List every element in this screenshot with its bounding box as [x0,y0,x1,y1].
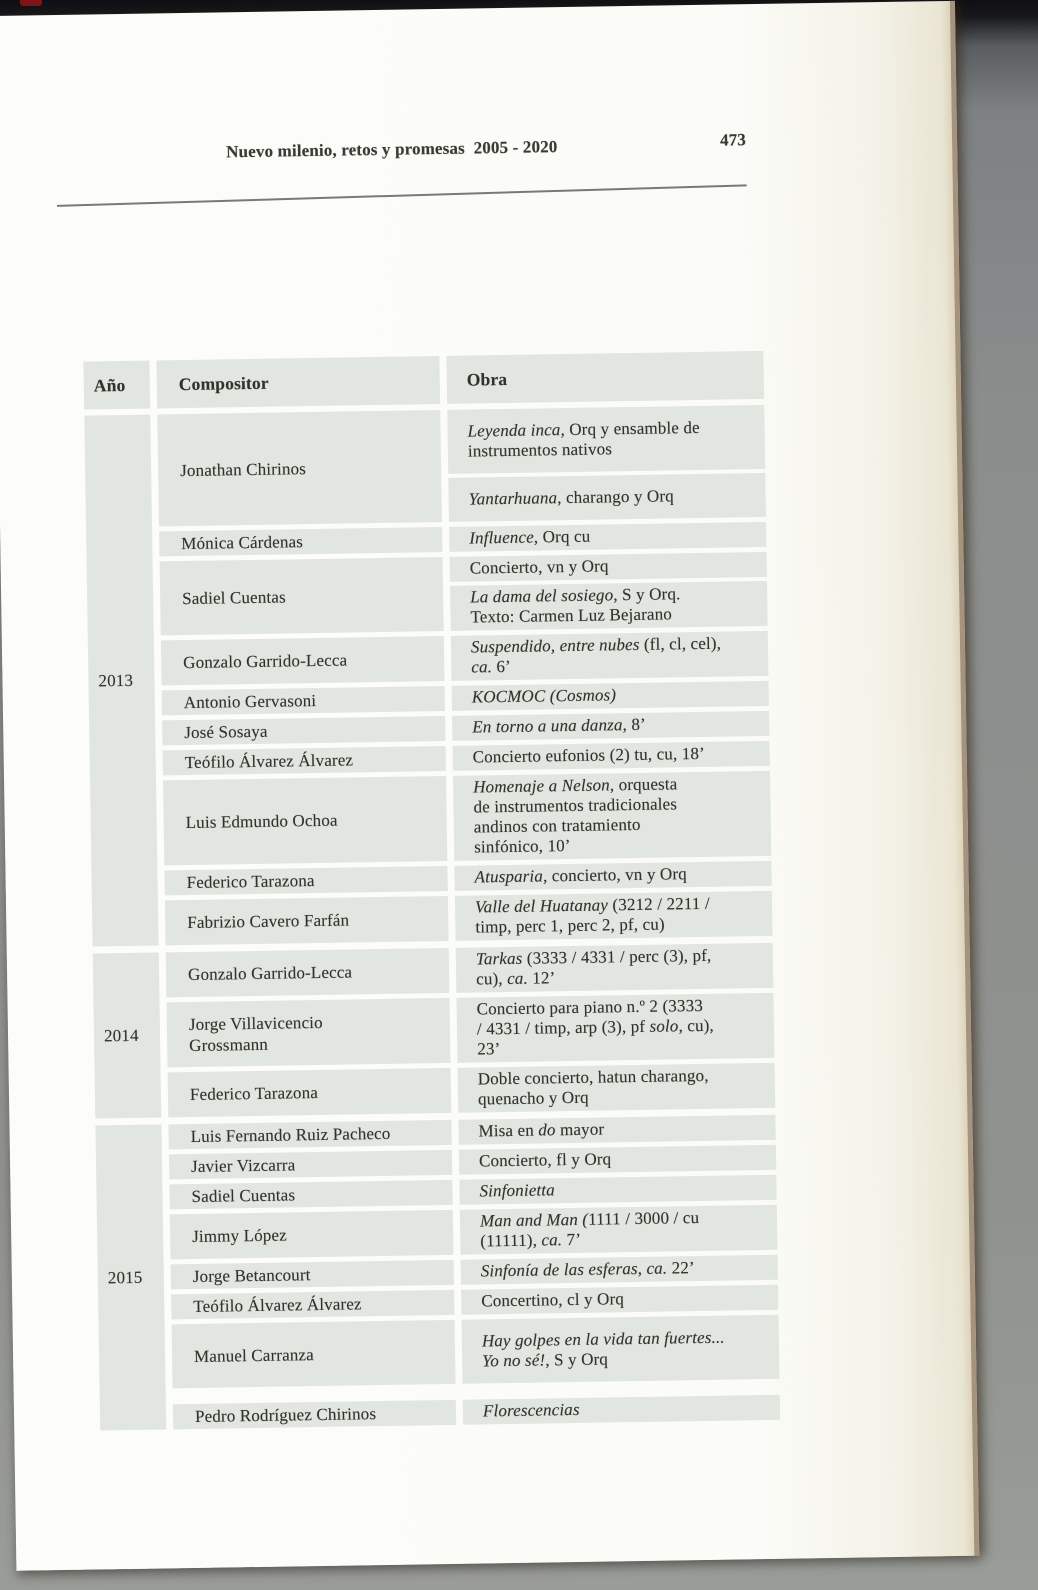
composer-cell [167,998,451,1067]
column-header-year-label: Año [93,374,126,395]
page-number: 473 [719,130,747,150]
work-line [470,603,761,628]
work-line [474,863,765,888]
composer-name: Jorge Villavicencio [188,1012,323,1034]
work-cell [459,1145,776,1175]
work-text-segment: Concierto para piano n.º 2 (3333 [476,995,704,1019]
table-entry [160,552,768,636]
composer-cell [157,410,442,526]
work-text-segment: Florescencias [482,1399,580,1421]
composer-name: José Sosaya [184,721,268,743]
work-text-segment: 23’ [477,1039,501,1059]
table-entry [164,861,771,896]
table-entry [162,711,769,746]
work-text-segment: (fl, cl, cel), [639,633,722,654]
composer-name: Teófilo Álvarez Álvarez [184,750,354,773]
work-text-segment: , [637,1258,647,1279]
work-text-segment: do [538,1120,556,1140]
work-text-segment: , cu), [678,1015,715,1036]
work-text-segment: Homenaje a Nelson [473,775,610,797]
work-cell [458,1063,776,1113]
work-line [473,743,764,768]
table-entry [167,993,775,1068]
work-text-segment: 22’ [667,1258,695,1278]
composer-name: Antonio Gervasoni [183,690,317,713]
year-label: 2015 [107,1267,143,1287]
work-text-segment: , Orq y ensamble de [560,417,700,440]
composer-cell [165,896,449,945]
work-text-segment: Yantarhuana [468,488,558,509]
work-line [480,1227,771,1252]
table-entry [168,1063,776,1118]
composer-name: Federico Tarazona [189,1083,319,1105]
works-column [459,1145,776,1175]
work-cell [454,861,771,891]
year-label: 2014 [103,1025,139,1045]
work-text-segment: Yo no sé! [482,1350,546,1371]
works-column [455,891,773,941]
work-text-segment: Man and Man ( [479,1209,589,1231]
work-text-segment: mayor [555,1119,605,1140]
column-header-composer [156,356,440,408]
works-column [461,1285,778,1315]
table-header-row [83,351,764,410]
work-text-segment: , S y Orq. [613,584,681,605]
composer-cell [166,948,450,997]
running-header-title: Nuevo milenio, retos y promesas 2005 - 2020 [226,137,558,162]
works-column [456,943,774,993]
work-text-segment: Suspendido, entre nubes [470,634,640,657]
table-entry [166,943,774,998]
work-cell [461,1285,778,1315]
work-cell [462,1315,780,1384]
work-text-segment: , 8’ [622,714,646,735]
work-text-segment: instrumentos nativos [467,439,613,461]
composer-name: Sadiel Cuentas [191,1185,296,1207]
work-cell [453,741,770,771]
work-cell [451,631,769,681]
composer-cell [162,686,445,715]
table-entry [171,1255,778,1290]
work-cell [459,1175,776,1205]
work-cell [452,711,769,741]
work-text-segment: Sinfonía de las esferas [480,1259,638,1281]
column-header-year [83,361,150,410]
works-table [83,351,780,1431]
work-text-segment: En torno a una danza [472,715,623,737]
work-line [474,833,765,858]
table-entry [172,1315,780,1389]
composer-name: Gonzalo Garrido-Lecca [187,962,353,985]
works-column [458,1063,776,1113]
composer-name: Jorge Betancourt [192,1265,311,1286]
table-entry [170,1205,778,1260]
work-text-segment: 1111 / 3000 / cu [588,1208,700,1229]
composer-cell [159,527,442,556]
work-text-segment: Tarkas [475,948,523,969]
table-entry [169,1175,776,1210]
work-cell [458,1115,775,1145]
work-cell [455,891,773,941]
composer-cell [168,1120,451,1149]
work-text-segment: ca. [646,1258,668,1278]
year-group-entries [168,1115,780,1429]
work-text-segment: La dama del sosiego [470,585,614,607]
composer-cell [168,1068,452,1117]
composer-name: Jonathan Chirinos [180,458,307,480]
year-label: 2013 [98,670,134,690]
work-text-segment: timp, perc 1, perc 2, pf, cu) [475,914,665,937]
work-text-segment: Concierto, vn y Orq [469,556,609,578]
works-column [453,771,771,861]
work-text-segment: 7’ [562,1229,582,1250]
table-body [84,405,780,1431]
book-page [0,1,979,1571]
work-text-segment: Concierto eufonios (2) tu, cu, 18’ [472,743,706,767]
composer-cell [170,1210,454,1259]
work-cell [453,771,771,861]
work-text-segment: Influence [469,527,534,548]
year-group [95,1115,780,1431]
work-text-segment: KOCMOC (Cosmos) [471,685,617,707]
composer-cell [163,776,447,865]
work-text-segment: (11111), [480,1230,542,1251]
composer-name: Pedro Rodríguez Chirinos [194,1404,377,1426]
work-text-segment: Valle del Huatanay [474,895,609,917]
composer-name: Jimmy López [192,1225,288,1247]
works-column [451,631,769,681]
work-cell [450,581,768,631]
work-text-segment: cu), [476,969,508,989]
table-entry [163,741,770,776]
work-text-segment: sinfónico, 10’ [473,836,571,857]
works-column [450,552,768,631]
work-line [479,1177,770,1202]
composer-cell [169,1180,452,1209]
table-entry [161,631,769,686]
work-cell [460,1205,778,1255]
year-group-entries [157,405,772,945]
table-entry [157,405,766,527]
work-cell [452,681,769,711]
composer-name: Federico Tarazona [186,871,315,893]
work-line [481,1287,772,1312]
work-text-segment: / 4331 / timp, arp (3), pf [476,1016,650,1039]
work-text-segment: , concierto, vn y Orq [542,864,687,886]
table-entry [163,771,771,866]
work-text-segment: quenacho y Orq [477,1087,589,1109]
works-column [462,1315,780,1384]
work-line [468,485,759,510]
red-mark [20,0,42,6]
composer-cell [171,1260,454,1289]
work-text-segment: Hay golpes en la vida tan fuertes... [481,1327,725,1351]
header-rule [57,184,747,206]
column-header-work [446,351,764,404]
works-column [460,1205,778,1255]
work-line [469,524,760,549]
work-line [470,554,761,579]
work-text-segment: Concierto, fl y Orq [478,1149,612,1171]
composer-name: Mónica Cárdenas [181,532,304,554]
composer-cell [173,1400,456,1429]
work-text-segment: Atusparia [474,866,544,887]
work-text-segment: Doble concierto, hatun charango, [477,1065,709,1089]
work-cell [449,522,766,552]
composer-cell [172,1320,456,1388]
works-column [454,861,771,891]
work-text-segment: ca. [507,968,529,989]
composer-name: Javier Vizcarra [190,1155,296,1177]
year-group [84,405,772,947]
work-text-segment: Leyenda inca [467,420,561,441]
work-text-segment: Texto: Carmen Luz Bejarano [470,604,673,627]
works-column [449,522,766,552]
work-cell [447,405,765,474]
work-text-segment: , orquesta [609,774,678,795]
work-line [478,1117,769,1142]
composer-cell [163,746,446,775]
work-line [483,1397,774,1422]
column-header-work-label: Obra [466,368,508,390]
work-text-segment: , S y Orq [545,1349,609,1370]
work-cell [461,1255,778,1285]
table-entry [159,522,766,557]
table-entry [162,681,769,716]
column-header-composer-label: Compositor [178,372,269,394]
work-cell [450,552,767,582]
table-entry [165,891,773,946]
work-line [475,913,766,938]
work-line [476,965,767,990]
work-line [479,1147,770,1172]
works-column [447,405,766,522]
work-text-segment: ca. [471,657,493,677]
works-column [452,711,769,741]
work-text-segment: Misa en [478,1120,539,1141]
composer-name: Manuel Carranza [193,1344,314,1366]
composer-cell [162,716,445,745]
table-entry [169,1145,776,1180]
composer-name: Luis Fernando Ruiz Pacheco [190,1123,391,1147]
work-cell [456,993,774,1063]
works-column [461,1255,778,1285]
works-column [459,1175,776,1205]
composer-cell [160,557,444,635]
composer-cell [161,636,445,685]
composer-name: Grossmann [189,1034,269,1055]
year-cell [93,952,162,1118]
year-group [93,943,776,1119]
work-cell [463,1395,780,1425]
year-cell [84,415,158,947]
work-text-segment: , charango y Orq [557,486,674,508]
work-text-segment: Sinfonietta [479,1180,555,1201]
table-entry [171,1285,778,1320]
works-column [452,681,769,711]
work-text-segment: (3212 / 2211 / [607,893,710,915]
work-line [472,683,763,708]
work-text-segment: (3333 / 4331 / perc (3), pf, [522,945,712,968]
composer-name: Sadiel Cuentas [182,586,286,608]
composer-cell [164,866,447,895]
work-text-segment: Concertino, cl y Orq [481,1289,625,1311]
work-line [482,1347,773,1372]
work-text-segment: ca. [541,1230,563,1250]
work-text-segment: , Orq cu [533,526,591,547]
works-column [458,1115,775,1145]
work-cell [456,943,774,993]
work-line [472,713,763,738]
work-line [478,1085,769,1110]
works-column [463,1395,780,1425]
work-text-segment: 12’ [527,968,556,988]
table-entry [173,1395,780,1430]
work-text-segment: solo [649,1016,679,1036]
work-line [481,1257,772,1282]
work-text-segment: de instrumentos tradicionales [473,794,678,817]
works-column [456,993,774,1063]
composer-name: Luis Edmundo Ochoa [185,810,338,833]
work-text-segment: andinos con tratamiento [473,814,641,837]
work-cell [448,473,766,522]
composer-name: Teófilo Álvarez Álvarez [193,1294,362,1316]
work-line [468,437,759,462]
composer-cell [171,1290,454,1319]
composer-cell [169,1150,452,1179]
composer-name: Fabrizio Cavero Farfán [187,910,350,933]
composer-name: Gonzalo Garrido-Lecca [183,650,348,673]
year-cell [95,1124,166,1430]
running-head [0,130,952,162]
table-entry [168,1115,775,1150]
work-text-segment: 6’ [491,656,512,677]
works-column [453,741,770,771]
year-group-entries [166,943,776,1118]
